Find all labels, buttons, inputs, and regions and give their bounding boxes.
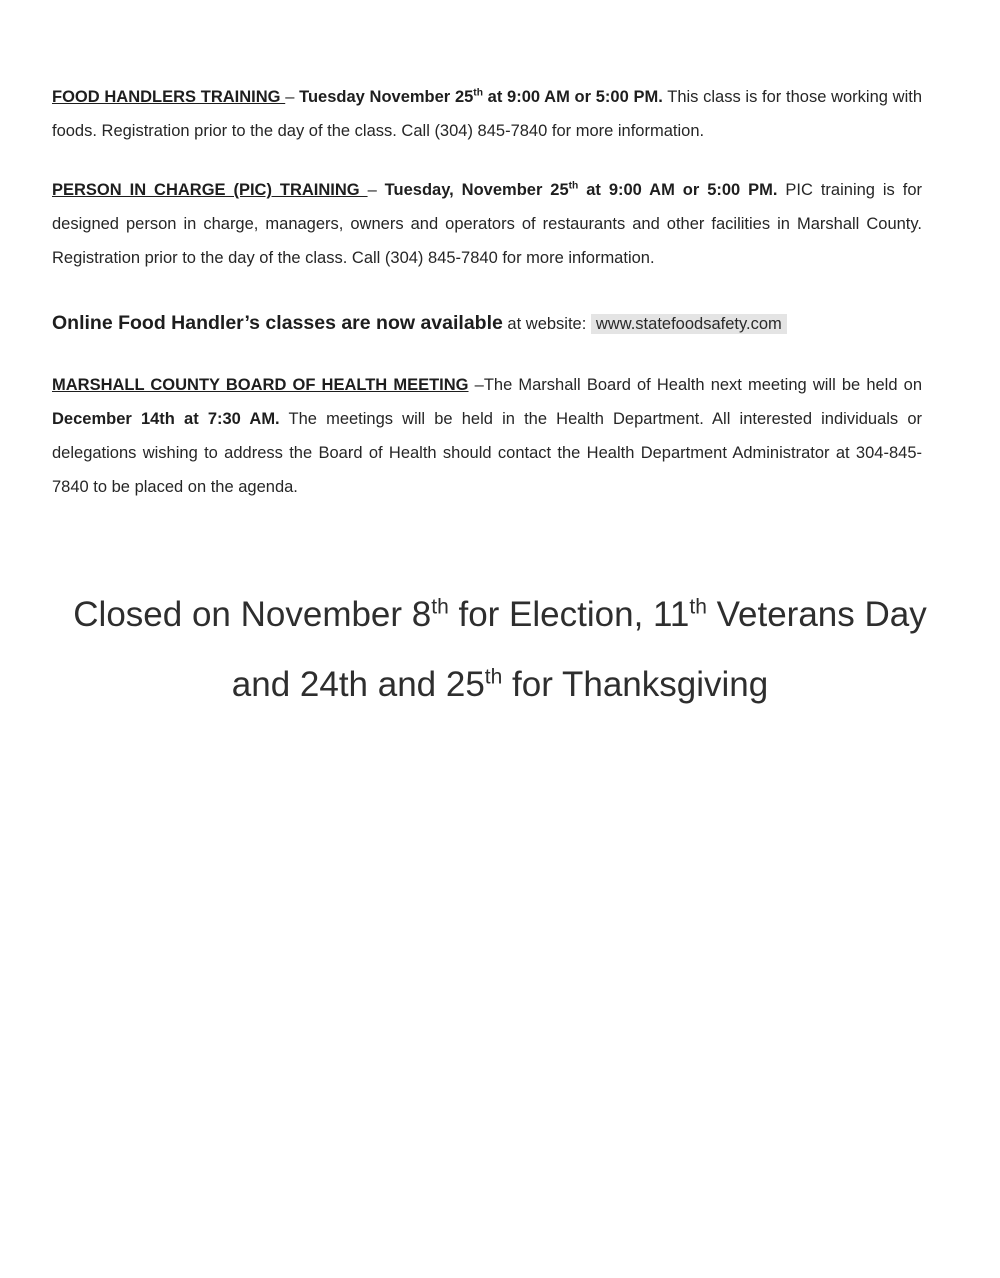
closed-notice-sup-4: th (484, 665, 503, 689)
closed-notice-line-2 (30, 650, 970, 720)
pic-training-date-a: Tuesday, November 25 (384, 181, 569, 199)
pic-training-section (52, 173, 922, 275)
food-handlers-date-b: at 9:00 AM or 5:00 PM. (482, 88, 663, 106)
closed-notice-text-2: for Election, 11 (448, 595, 690, 634)
closed-notice (30, 580, 970, 720)
food-handlers-date-a: Tuesday November 25 (299, 88, 474, 106)
closed-notice-text-1: Closed on November 8 (73, 595, 432, 634)
online-classes-lead: Online Food Handler’s classes are now available (52, 312, 503, 334)
pic-training-date (385, 181, 778, 199)
closed-notice-text-3: Veterans Day (706, 595, 927, 634)
closed-notice-line-1 (30, 580, 970, 650)
pic-training-body: PIC training is for designed person in charge, managers, owners and operators of restaurants and other facilities in Marshall County. Registration prior to the day of the class. Call (304) 845-7840 for more information. (52, 181, 922, 267)
board-meeting-date: December 14th at 7:30 AM. (52, 410, 280, 428)
board-of-health-meeting-section (52, 368, 922, 504)
food-handlers-body: This class is for those working with foods. Registration prior to the day of the class. Call (304) 845-7840 for more information. (52, 88, 922, 140)
statefoodsafety-link[interactable]: www.statefoodsafety.com (591, 314, 787, 334)
food-handlers-date (299, 88, 663, 106)
closed-notice-text-5: for Thanksgiving (502, 665, 769, 704)
food-handlers-date-sup: th (473, 87, 483, 99)
board-meeting-heading: MARSHALL COUNTY BOARD OF HEALTH MEETING (52, 376, 469, 394)
board-meeting-intro: –The Marshall Board of Health next meeting will be held on (468, 376, 922, 394)
pic-training-dash: – (367, 181, 385, 199)
online-classes-section (52, 306, 922, 341)
board-meeting-body: The meetings will be held in the Health Department. All interested individuals or delegations wishing to address the Board of Health should contact the Health Department Administrator at 304-845-7840 to be placed on the agenda. (52, 410, 923, 496)
online-classes-mid: at website: (502, 315, 591, 333)
closed-notice-sup-1: th (431, 595, 449, 619)
pic-training-date-sup: th (568, 180, 579, 192)
food-handlers-training-section (52, 80, 922, 148)
pic-training-heading: PERSON IN CHARGE (PIC) TRAINING (52, 181, 368, 199)
closed-notice-text-4: and 24th and 25 (231, 665, 485, 704)
pic-training-date-b: at 9:00 AM or 5:00 PM. (578, 181, 778, 199)
closed-notice-sup-2: th (689, 595, 707, 619)
food-handlers-dash: – (285, 88, 300, 106)
food-handlers-heading: FOOD HANDLERS TRAINING (52, 88, 286, 106)
